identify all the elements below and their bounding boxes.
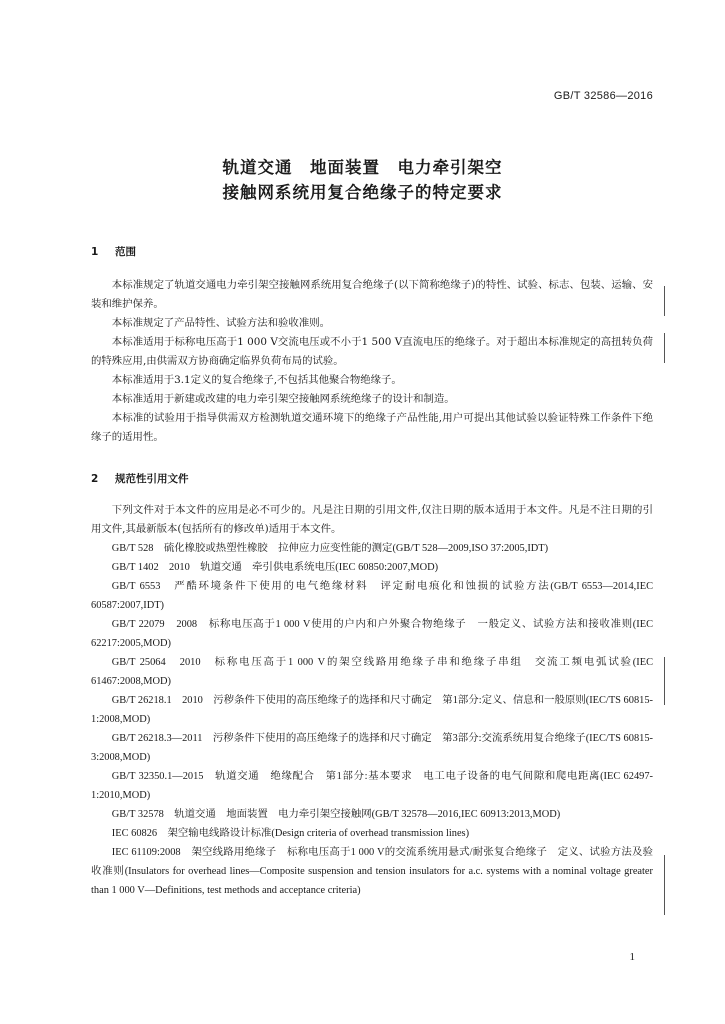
- reference-item: GB/T 26218.1 2010 污秽条件下使用的高压绝缘子的选择和尺寸确定 第1部分:定义、信息和一般原则(IEC/TS 60815-1:2008,MOD): [91, 695, 653, 725]
- section-1-title: 范围: [115, 246, 136, 258]
- paragraph: 本标准适用于3.1定义的复合绝缘子,不包括其他聚合物绝缘子。: [111, 374, 402, 386]
- change-bar: [664, 333, 665, 363]
- change-bar: [664, 855, 665, 915]
- reference-item: GB/T 6553 严酷环境条件下使用的电气绝缘材料 评定耐电痕化和蚀损的试验方法(GB/T 6553—2014,IEC 60587:2007,IDT): [91, 581, 653, 611]
- section-2-body: [91, 501, 653, 900]
- paragraph: 下列文件对于本文件的应用是必不可少的。凡是注日期的引用文件,仅注日期的版本适用于本文件。凡是不注日期的引用文件,其最新版本(包括所有的修改单)适用于本文件。: [91, 504, 653, 535]
- change-bar: [664, 286, 665, 316]
- section-2-title: 规范性引用文件: [115, 473, 189, 485]
- paragraph: 本标准适用于新建或改建的电力牵引架空接触网系统绝缘子的设计和制造。: [111, 393, 455, 405]
- paragraph: 本标准规定了产品特性、试验方法和验收准则。: [111, 317, 330, 329]
- section-1-heading: [91, 244, 136, 259]
- reference-item: GB/T 26218.3—2011 污秽条件下使用的高压绝缘子的选择和尺寸确定 第3部分:交流系统用复合绝缘子(IEC/TS 60815-3:2008,MOD): [91, 733, 653, 763]
- reference-item: GB/T 25064 2010 标称电压高于1 000 V的架空线路用绝缘子串和绝缘子串组 交流工频电弧试验(IEC 61467:2008,MOD): [91, 657, 653, 687]
- reference-item: GB/T 32578 轨道交通 地面装置 电力牵引架空接触网(GB/T 32578—2016,IEC 60913:2013,MOD): [111, 809, 561, 820]
- reference-item: GB/T 22079 2008 标称电压高于1 000 V使用的户内和户外聚合物绝缘子 一般定义、试验方法和接收准则(IEC 62217:2005,MOD): [91, 619, 653, 649]
- reference-item: GB/T 1402 2010 轨道交通 牵引供电系统电压(IEC 60850:2007,MOD): [111, 562, 439, 573]
- section-2-heading: [91, 471, 189, 486]
- paragraph: 本标准规定了轨道交通电力牵引架空接触网系统用复合绝缘子(以下简称绝缘子)的特性、试验、标志、包装、运输、安装和维护保养。: [91, 279, 653, 310]
- section-1-number: 1: [91, 246, 99, 258]
- standard-code: GB/T 32586—2016: [553, 90, 653, 102]
- page-number: 1: [629, 951, 635, 963]
- section-2-number: 2: [91, 473, 99, 485]
- paragraph: 本标准适用于标称电压高于1 000 V交流电压或不小于1 500 V直流电压的绝缘子。对于超出本标准规定的高扭转负荷的特殊应用,由供需双方协商确定临界负荷布局的试验。: [91, 336, 653, 367]
- title-line-1: 轨道交通 地面装置 电力牵引架空: [222, 158, 503, 177]
- reference-item: GB/T 32350.1—2015 轨道交通 绝缘配合 第1部分:基本要求 电工电子设备的电气间隙和爬电距离(IEC 62497-1:2010,MOD): [91, 771, 653, 801]
- change-bar: [664, 657, 665, 705]
- title-line-2: 接触网系统用复合绝缘子的特定要求: [222, 183, 503, 202]
- reference-item: GB/T 528 硫化橡胶或热塑性橡胶 拉伸应力应变性能的测定(GB/T 528—2009,ISO 37:2005,IDT): [111, 543, 549, 554]
- section-1-body: [91, 276, 653, 447]
- paragraph: 本标准的试验用于指导供需双方检测轨道交通环境下的绝缘子产品性能,用户可提出其他试验以验证特殊工作条件下绝缘子的适用性。: [91, 412, 653, 443]
- reference-item: IEC 60826 架空输电线路设计标准(Design criteria of overhead transmission lines): [111, 828, 470, 839]
- reference-item: IEC 61109:2008 架空线路用绝缘子 标称电压高于1 000 V的交流系统用悬式/耐张复合绝缘子 定义、试验方法及验收准则(Insulators for overhead lines—Composite suspension and tension insulators for a.c. systems with a nominal voltage greater than 1 000 V—Definitions, test methods and acceptance criteria): [91, 847, 653, 896]
